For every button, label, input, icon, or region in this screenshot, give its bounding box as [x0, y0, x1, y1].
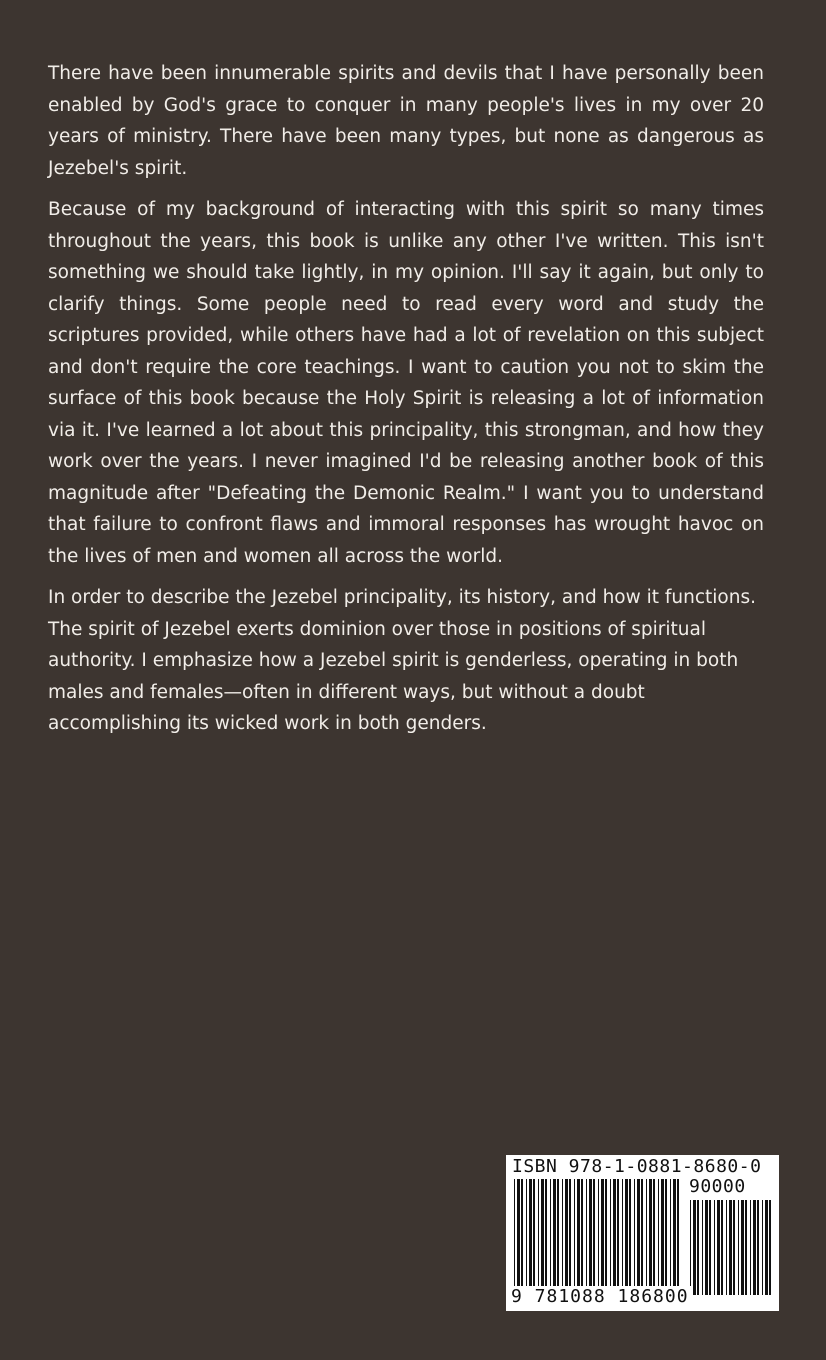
barcode-bar — [541, 1179, 544, 1295]
barcode-bar — [526, 1179, 527, 1295]
barcode-bar — [521, 1179, 523, 1295]
barcode-bar — [586, 1179, 587, 1295]
barcode-bar — [721, 1200, 723, 1295]
barcode-bar — [514, 1179, 515, 1295]
barcode-bar — [745, 1200, 747, 1295]
barcode-bar — [741, 1200, 744, 1295]
barcode-bar — [705, 1200, 708, 1295]
barcode-bar — [738, 1200, 739, 1295]
barcode-bar — [545, 1179, 547, 1295]
blurb-paragraph-1: There have been innumerable spirits and devils that I have personally been enabled by God's grace to conquer in many people's lives in my over 20 years of ministry. There have been many types, but none as dangerous as Jezebel's spirit. — [48, 63, 764, 179]
barcode-bar — [702, 1200, 703, 1295]
price-barcode-bars — [690, 1200, 772, 1295]
barcode-bar — [625, 1179, 628, 1295]
back-cover-blurb — [48, 58, 764, 750]
barcode-bar — [653, 1179, 655, 1295]
barcode-bar — [697, 1200, 699, 1295]
barcode-bar — [637, 1179, 640, 1295]
barcode-bar — [622, 1179, 623, 1295]
barcode-bar — [673, 1179, 676, 1295]
barcode-bar — [729, 1200, 732, 1295]
barcode-bar — [529, 1179, 532, 1295]
barcode-bar — [634, 1179, 635, 1295]
ean-digits-label: 9 781088 186800 — [511, 1286, 689, 1307]
barcode-bar — [629, 1179, 631, 1295]
barcode-bar — [617, 1179, 619, 1295]
barcode-bar — [589, 1179, 592, 1295]
barcode-bar — [565, 1179, 568, 1295]
barcode-bar — [646, 1179, 647, 1295]
barcode-bar — [733, 1200, 735, 1295]
barcode-bar — [613, 1179, 616, 1295]
barcode-bar — [577, 1179, 580, 1295]
barcode-bar — [762, 1200, 763, 1295]
barcode-bar — [677, 1179, 679, 1295]
barcode-bar — [517, 1179, 520, 1295]
barcode-bar — [765, 1200, 768, 1295]
barcode-bar — [641, 1179, 643, 1295]
barcode-bar — [601, 1179, 604, 1295]
barcode-bar — [661, 1179, 664, 1295]
isbn-label: ISBN 978-1-0881-8680-0 — [512, 1156, 762, 1177]
barcode-bar — [593, 1179, 595, 1295]
barcode-bar — [538, 1179, 539, 1295]
barcode-bar — [658, 1179, 659, 1295]
barcode-bar — [693, 1200, 696, 1295]
barcode-bar — [753, 1200, 756, 1295]
barcode-bar — [533, 1179, 535, 1295]
barcode-bar — [717, 1200, 720, 1295]
barcode-bar — [649, 1179, 652, 1295]
barcode-bar — [553, 1179, 556, 1295]
blurb-paragraph-2: Because of my background of interacting with this spirit so many times throughout the years, this book is unlike any other I've written. This isn't something we should take lightly, in my opinion. I'll say it again, but only to clarify things. Some people need to read every word and study the scriptures provided, while others have had a lot of revelation on this subject and don't require the core teachings. I want to caution you not to skim the surface of this book because the Holy Spirit is releasing a lot of information via it. I've learned a lot about this principality, this strongman, and how they work over the years. I never imagined I'd be releasing another book of this magnitude after "Defeating the Demonic Realm." I want you to understand that failure to confront flaws and immoral responses has wrought havoc on the lives of men and women all across the world. — [48, 199, 764, 567]
barcode-bar — [557, 1179, 559, 1295]
barcode-bar — [665, 1179, 667, 1295]
barcode-bar — [714, 1200, 715, 1295]
barcode-bar — [598, 1179, 599, 1295]
blurb-paragraph-3: In order to describe the Jezebel principality, its history, and how it functions. The spirit of Jezebel exerts dominion over those in positions of spiritual authority. I emphasize how a Jezebel spirit is genderless, operating in both males and females—often in different ways, but without a doubt accomplishing its wicked work in both genders. — [48, 587, 756, 734]
isbn-barcode — [506, 1155, 779, 1311]
barcode-bar — [605, 1179, 607, 1295]
barcode-bar — [709, 1200, 711, 1295]
barcode-bar — [769, 1200, 771, 1295]
barcode-bar — [569, 1179, 571, 1295]
price-code-label: 90000 — [689, 1176, 746, 1197]
barcode-bar — [610, 1179, 611, 1295]
barcode-bar — [670, 1179, 671, 1295]
barcode-bar — [726, 1200, 727, 1295]
ean-barcode-bars — [514, 1179, 682, 1295]
barcode-bar — [757, 1200, 759, 1295]
barcode-bar — [690, 1200, 691, 1295]
barcode-bar — [750, 1200, 751, 1295]
barcode-bar — [574, 1179, 575, 1295]
barcode-bar — [581, 1179, 583, 1295]
barcode-bar — [550, 1179, 551, 1295]
barcode-bar — [562, 1179, 563, 1295]
